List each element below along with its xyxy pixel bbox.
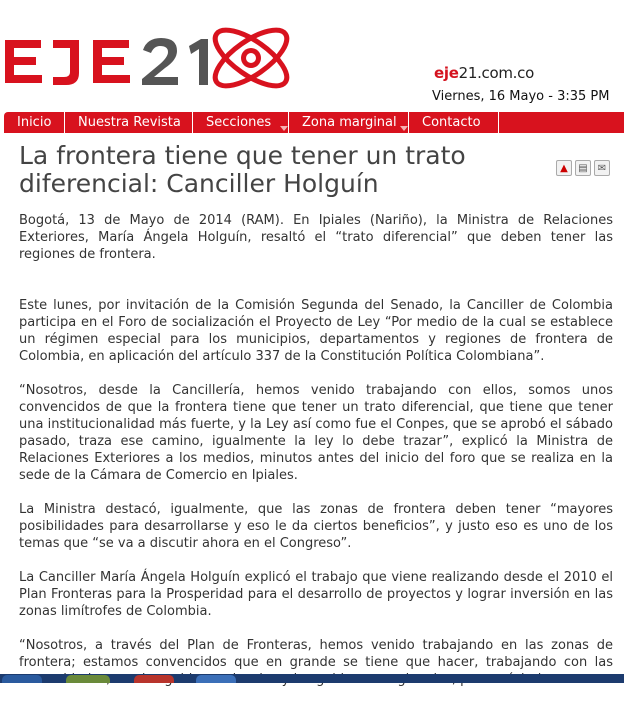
chevron-down-icon [400, 126, 408, 131]
article-title: La frontera tiene que tener un trato diferencial: Canciller Holguín [19, 141, 466, 198]
nav-item-label: Secciones [206, 115, 272, 130]
nav-item-label: Zona marginal [302, 115, 397, 130]
print-icon[interactable]: ▤ [575, 160, 591, 176]
nav-item-secciones[interactable] [193, 112, 289, 133]
email-icon[interactable]: ✉ [594, 160, 610, 176]
nav-item-inicio[interactable] [4, 112, 65, 133]
nav-item-label: Nuestra Revista [78, 115, 181, 130]
current-date: Viernes, 16 Mayo - 3:35 PM [432, 89, 610, 104]
nav-item-zona-marginal[interactable] [289, 112, 409, 133]
taskbar-button[interactable] [2, 675, 42, 683]
taskbar-button[interactable] [66, 675, 110, 683]
site-header [0, 0, 624, 110]
chevron-down-icon [280, 126, 288, 131]
site-url-suffix: 21.com.co [458, 64, 534, 82]
nav-item-contacto[interactable] [409, 112, 499, 133]
eje21-logo[interactable] [3, 10, 303, 100]
taskbar-button[interactable] [196, 675, 236, 683]
os-taskbar [0, 674, 624, 683]
site-url-prefix: eje [434, 64, 459, 82]
article-body [19, 212, 613, 705]
site-url[interactable] [434, 64, 534, 82]
article-paragraph: “Nosotros, desde la Cancillería, hemos venido trabajando con ellos, somos unos convencidos de que la frontera tiene que tener un trato diferencial, que tiene que tener una institucionalidad más fuerte, y la Ley así como fue el Conpes, que se aprobó el sábado pasado, traza ese camino, igualmente la ley lo debe trazar”, explicó la Ministra de Relaciones Exteriores a los medios, minutos antes del inicio del foro que se realiza en la sede de la Cámara de Comercio en Ipiales. [19, 383, 613, 483]
article-paragraph: La Canciller María Ángela Holguín explicó el trabajo que viene realizando desde el 2010 el Plan Fronteras para la Prosperidad para el desarrollo de proyectos y lograr inversión en las zonas limítrofes de Colombia. [19, 570, 613, 619]
nav-item-nuestra-revista[interactable] [65, 112, 193, 133]
nav-item-label: Contacto [422, 115, 481, 130]
article-tools [556, 160, 610, 176]
article-paragraph: La Ministra destacó, igualmente, que las zonas de frontera deben tener “mayores posibilidades para desarrollarse y eso le da ciertos beneficios”, y justo eso es uno de los temas que “se va a discutir ahora en el Congreso”. [19, 502, 613, 551]
pdf-icon[interactable]: ▲ [556, 160, 572, 176]
nav-item-label: Inicio [17, 115, 52, 130]
article-paragraph: “Nosotros, a través del Plan de Fronteras, hemos venido trabajando en las zonas de frontera; estamos convencidos que en grande se tiene que hacer, trabajando con las [19, 638, 613, 670]
article-paragraph: Bogotá, 13 de Mayo de 2014 (RAM). En Ipiales (Nariño), la Ministra de Relaciones Exteriores, María Ángela Holguín, resaltó el “trato diferencial” que deben tener las regiones de frontera. [19, 213, 613, 262]
main-nav [4, 112, 624, 133]
taskbar-button[interactable] [134, 675, 174, 683]
article-paragraph: Este lunes, por invitación de la Comisión Segunda del Senado, la Canciller de Colombia participa en el Foro de socialización el Proyecto de Ley “Por medio de la cual se establece un régimen especial para los municipios, departamentos y regiones de frontera de Colombia, en aplicación del artículo 337 de la Constitución Política Colombiana”. [19, 298, 613, 364]
